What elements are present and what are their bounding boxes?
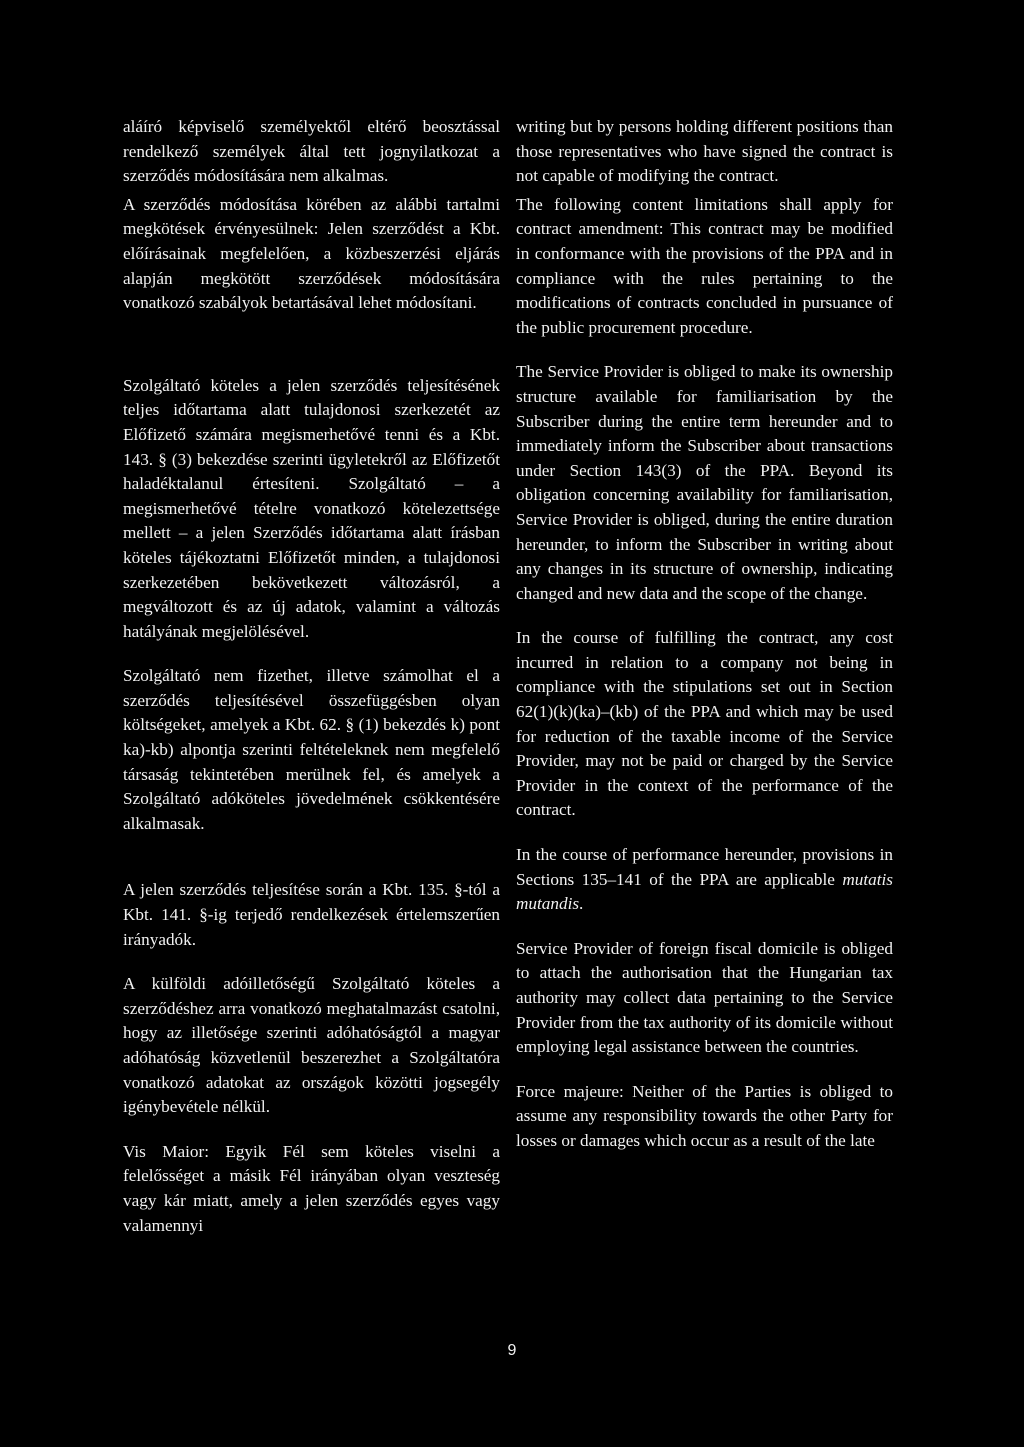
en-paragraph-force-majeure: Force majeure: Neither of the Parties is obliged to assume any responsibility towards the other Party for losses or damages which occur as a result of the late: [516, 1081, 893, 1150]
en-paragraph-foreign-tax-domicile: Service Provider of foreign fiscal domicile is obliged to attach the authorisation that the Hungarian tax authority may collect data pertaining to the Service Provider from the tax authority of its domicile without employing legal assistance between the countries.: [516, 938, 893, 1057]
en-paragraph-amendment-limits: The following content limitations shall apply for contract amendment: This contract may be modified in conformance with the provisions of the PPA and in compliance with the rules pertaining to the modifications of contracts concluded in pursuance of the public procurement procedure.: [516, 194, 893, 337]
en-paragraph-applicable-provisions: [516, 843, 893, 917]
hu-paragraph-ownership-structure: Szolgáltató köteles a jelen szerződés teljesítésének teljes időtartama alatt tulajdonosi szerkezetét az Előfizető számára megismerhetővé tenni és a Kbt. 143. § (3) bekezdése szerinti ügyletekről az Előfizetőt haladéktalanul értesíteni. Szolgáltató – a megismerhetővé tételre vonatkozó kötelezettsége mellett – a jelen Szerződés időtartama alatt írásban köteles tájékoztatni Előfizetőt minden, a tulajdonosi szerkezetében bekövetkezett változásról, a megváltozott és az új adatok, valamint a változás hatályának megjelölésével.: [123, 375, 500, 641]
hu-paragraph-applicable-provisions: A jelen szerződés teljesítése során a Kbt. 135. §-tól a Kbt. 141. §-ig terjedő rendelkezések értelemszerűen irányadók.: [123, 880, 500, 949]
en-latin-phrase: mutatis mutandis: [516, 869, 893, 914]
en-paragraph-costs: In the course of fulfilling the contract, any cost incurred in relation to a company not being in compliance with the stipulations set out in Section 62(1)(k)(ka)–(kb) of the PPA and which may be used for reduction of the taxable income of the Service Provider, may not be paid or charged by the Service Provider in the context of the performance of the contract.: [516, 628, 893, 820]
hu-paragraph-force-majeure: Vis Maior: Egyik Fél sem köteles viselni a felelősséget a másik Fél irányában olyan veszteség vagy kár miatt, amely a jelen szerződés egyes vagy valamennyi: [123, 1141, 500, 1235]
hungarian-column: [123, 115, 500, 1238]
hu-paragraph-signatory: aláíró képviselő személyektől eltérő beosztással rendelkező személyek által tett jognyilatkozat a szerződés módosítására nem alkalmas.: [123, 117, 500, 186]
hu-paragraph-foreign-tax-domicile: A külföldi adóilletőségű Szolgáltató köteles a szerződéshez arra vonatkozó meghatalmazást csatolni, hogy az illetősége szerinti adóhatóságtól a magyar adóhatóság közvetlenül beszerezhet a Szolgáltatóra vonatkozó adatokat az országok közötti jogsegély igénybevétele nélkül.: [123, 974, 500, 1117]
en-paragraph-ownership-structure: The Service Provider is obliged to make its ownership structure available for familiarisation by the Subscriber during the entire term hereunder and to immediately inform the Subscriber about transactions under Section 143(3) of the PPA. Beyond its obligation concerning availability for familiarisation, Service Provider is obliged, during the entire duration hereunder, to inform the Subscriber in writing about any changes in its structure of ownership, indicating changed and new data and the scope of the change.: [516, 362, 893, 603]
english-column: [516, 115, 893, 1154]
en-paragraph-signatory: writing but by persons holding different positions than those representatives who have signed the contract is not capable of modifying the contract.: [516, 117, 893, 186]
page-number: 9: [507, 1342, 517, 1359]
hu-paragraph-amendment-limits: A szerződés módosítása körében az alábbi tartalmi megkötések érvényesülnek: Jelen szerződést a Kbt. előírásainak megfelelően, a közbeszerzési eljárás alapján megkötött szerződések módosítására vonatkozó szabályok betartásával lehet módosítani.: [123, 194, 500, 313]
en-applicable-provisions-text: In the course of performance hereunder, provisions in Sections 135–141 of the PPA are applicable: [516, 845, 893, 889]
en-applicable-provisions-end: .: [579, 894, 584, 914]
hu-paragraph-costs: Szolgáltató nem fizethet, illetve számolhat el a szerződés teljesítésével összefüggésben olyan költségeket, amelyek a Kbt. 62. § (1) bekezdés k) pont ka)-kb) alpontja szerinti feltételeknek nem megfelelő társaság tekintetében merülnek fel, és amelyek a Szolgáltató adóköteles jövedelmének csökkentésére alkalmasak.: [123, 666, 500, 833]
